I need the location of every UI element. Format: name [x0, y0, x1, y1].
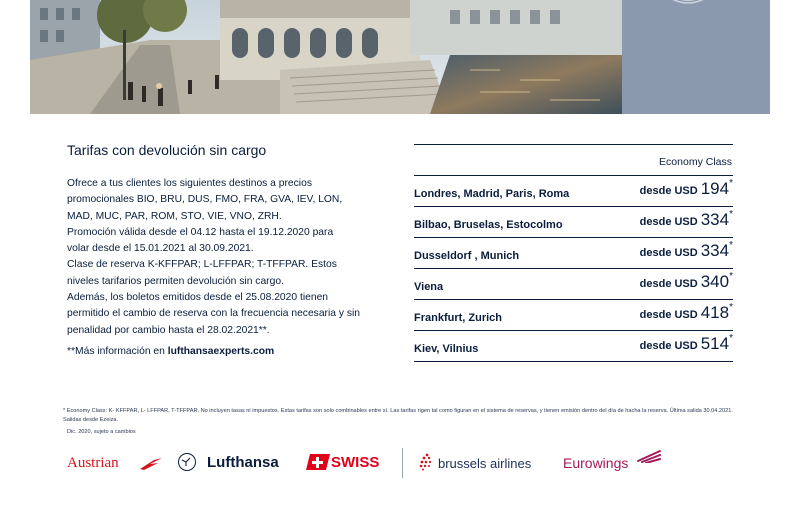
logo-divider — [402, 448, 403, 478]
eurowings-logo: Eurowings — [563, 455, 629, 471]
fare-row — [414, 300, 733, 331]
fare-price — [640, 241, 733, 261]
brussels-airlines-logo: brussels airlines — [438, 456, 532, 471]
fare-table-header — [414, 145, 733, 176]
fare-from-label: desde USD — [639, 216, 698, 228]
hero-banner — [30, 0, 770, 114]
fare-price — [640, 179, 733, 199]
fare-amount: 340 — [700, 272, 730, 291]
footnote-mark: * — [729, 332, 733, 344]
fare-row — [414, 331, 733, 362]
fare-amount: 334 — [700, 241, 730, 260]
footnote-mark: * — [729, 270, 733, 282]
more-info-label: **Más información en — [67, 346, 168, 357]
fare-from-label: desde USD — [639, 247, 698, 259]
fare-from-label: desde USD — [639, 309, 698, 321]
swiss-logo: SWISS — [331, 454, 380, 471]
fare-row — [414, 176, 733, 207]
fare-destinations: Bilbao, Bruselas, Estocolmo — [414, 219, 563, 231]
footnote-mark: * — [729, 177, 733, 189]
fare-price — [640, 210, 733, 230]
fare-row — [414, 238, 733, 269]
fare-amount: 194 — [700, 179, 730, 198]
fare-destinations: Frankfurt, Zurich — [414, 312, 503, 324]
fare-from-label: desde USD — [639, 185, 698, 197]
promo-line: Promoción válida desde el 04.12 hasta el 19.12.2020 para — [67, 226, 334, 238]
fare-destinations: Londres, Madrid, Paris, Roma — [414, 188, 570, 200]
brussels-dots-icon — [418, 453, 436, 471]
more-info — [67, 346, 274, 357]
fare-from-label: desde USD — [639, 340, 698, 352]
footnote-mark: * — [729, 208, 733, 220]
swiss-cross-icon — [316, 457, 319, 468]
lufthansa-logo: Lufthansa — [207, 454, 279, 471]
fare-destinations: Kiev, Vilnius — [414, 343, 479, 355]
fare-price — [640, 334, 733, 354]
fare-table — [414, 144, 733, 362]
airline-logos — [0, 446, 800, 480]
promo-description — [67, 176, 382, 339]
fare-from-label: desde USD — [639, 278, 698, 290]
promo-line: permitido el cambio de reserva con la frecuencia necesaria y sin — [67, 308, 361, 320]
lufthansa-experts-link[interactable]: lufthansaexperts.com — [167, 346, 275, 357]
austrian-chevron-icon — [140, 458, 162, 470]
fare-price — [640, 272, 733, 292]
lufthansa-crane-icon — [178, 453, 196, 471]
city-waterfront-photo — [30, 0, 622, 114]
logo-arc-icon — [660, 0, 716, 12]
promo-line: promocionales BIO, BRU, DUS, FMO, FRA, GVA, IEV, LON, — [67, 194, 343, 206]
fare-amount: 514 — [700, 334, 730, 353]
austrian-logo: Austrian — [67, 455, 119, 471]
cabin-class-label: Economy Class — [659, 156, 732, 168]
hero-brand-panel — [622, 0, 770, 114]
fare-row — [414, 269, 733, 300]
promo-line: Clase de reserva K-KFFPAR; L-LFFPAR; T-TFFPAR. Estos — [67, 259, 337, 271]
fare-destinations: Viena — [414, 281, 444, 293]
promo-line: niveles tarifarios permiten devolución sin cargo. — [67, 275, 284, 287]
promo-line: MAD, MUC, PAR, ROM, STO, VIE, VNO, ZRH. — [67, 210, 282, 222]
footnote-mark: * — [729, 301, 733, 313]
footnote-mark: * — [729, 239, 733, 251]
fare-amount: 334 — [700, 210, 730, 229]
fare-destinations: Dusseldorf , Munich — [414, 250, 520, 262]
date-footnote: Dic. 2020, sujeto a cambios — [67, 429, 136, 435]
fare-row — [414, 207, 733, 238]
promo-line: Ofrece a tus clientes los siguientes destinos a precios — [67, 178, 312, 189]
fare-amount: 418 — [700, 303, 730, 322]
fare-conditions-footnote: * Economy Class: K- KFFPAR, L- LFFPAR, T-TFFPAR. No incluyen tasas ni impuestos. Estas tarifas son solo combinables entre sí. Las tarifas rigen tal como figuran en el sistema de reservas, y tienen emisión dentro del día de hacha la reserva. Última salida 30.04.2021. Salidas desde Ezeiza. — [63, 408, 733, 423]
fare-price — [640, 303, 733, 323]
promo-title: Tarifas con devolución sin cargo — [67, 142, 267, 158]
eurowings-wings-icon — [636, 449, 662, 463]
promo-line: Además, los boletos emitidos desde el 25.08.2020 tienen — [67, 292, 329, 304]
promo-line: volar desde el 15.01.2021 al 30.09.2021. — [67, 243, 254, 255]
promo-line: penalidad por cambio hasta el 28.02.2021**. — [67, 324, 270, 336]
